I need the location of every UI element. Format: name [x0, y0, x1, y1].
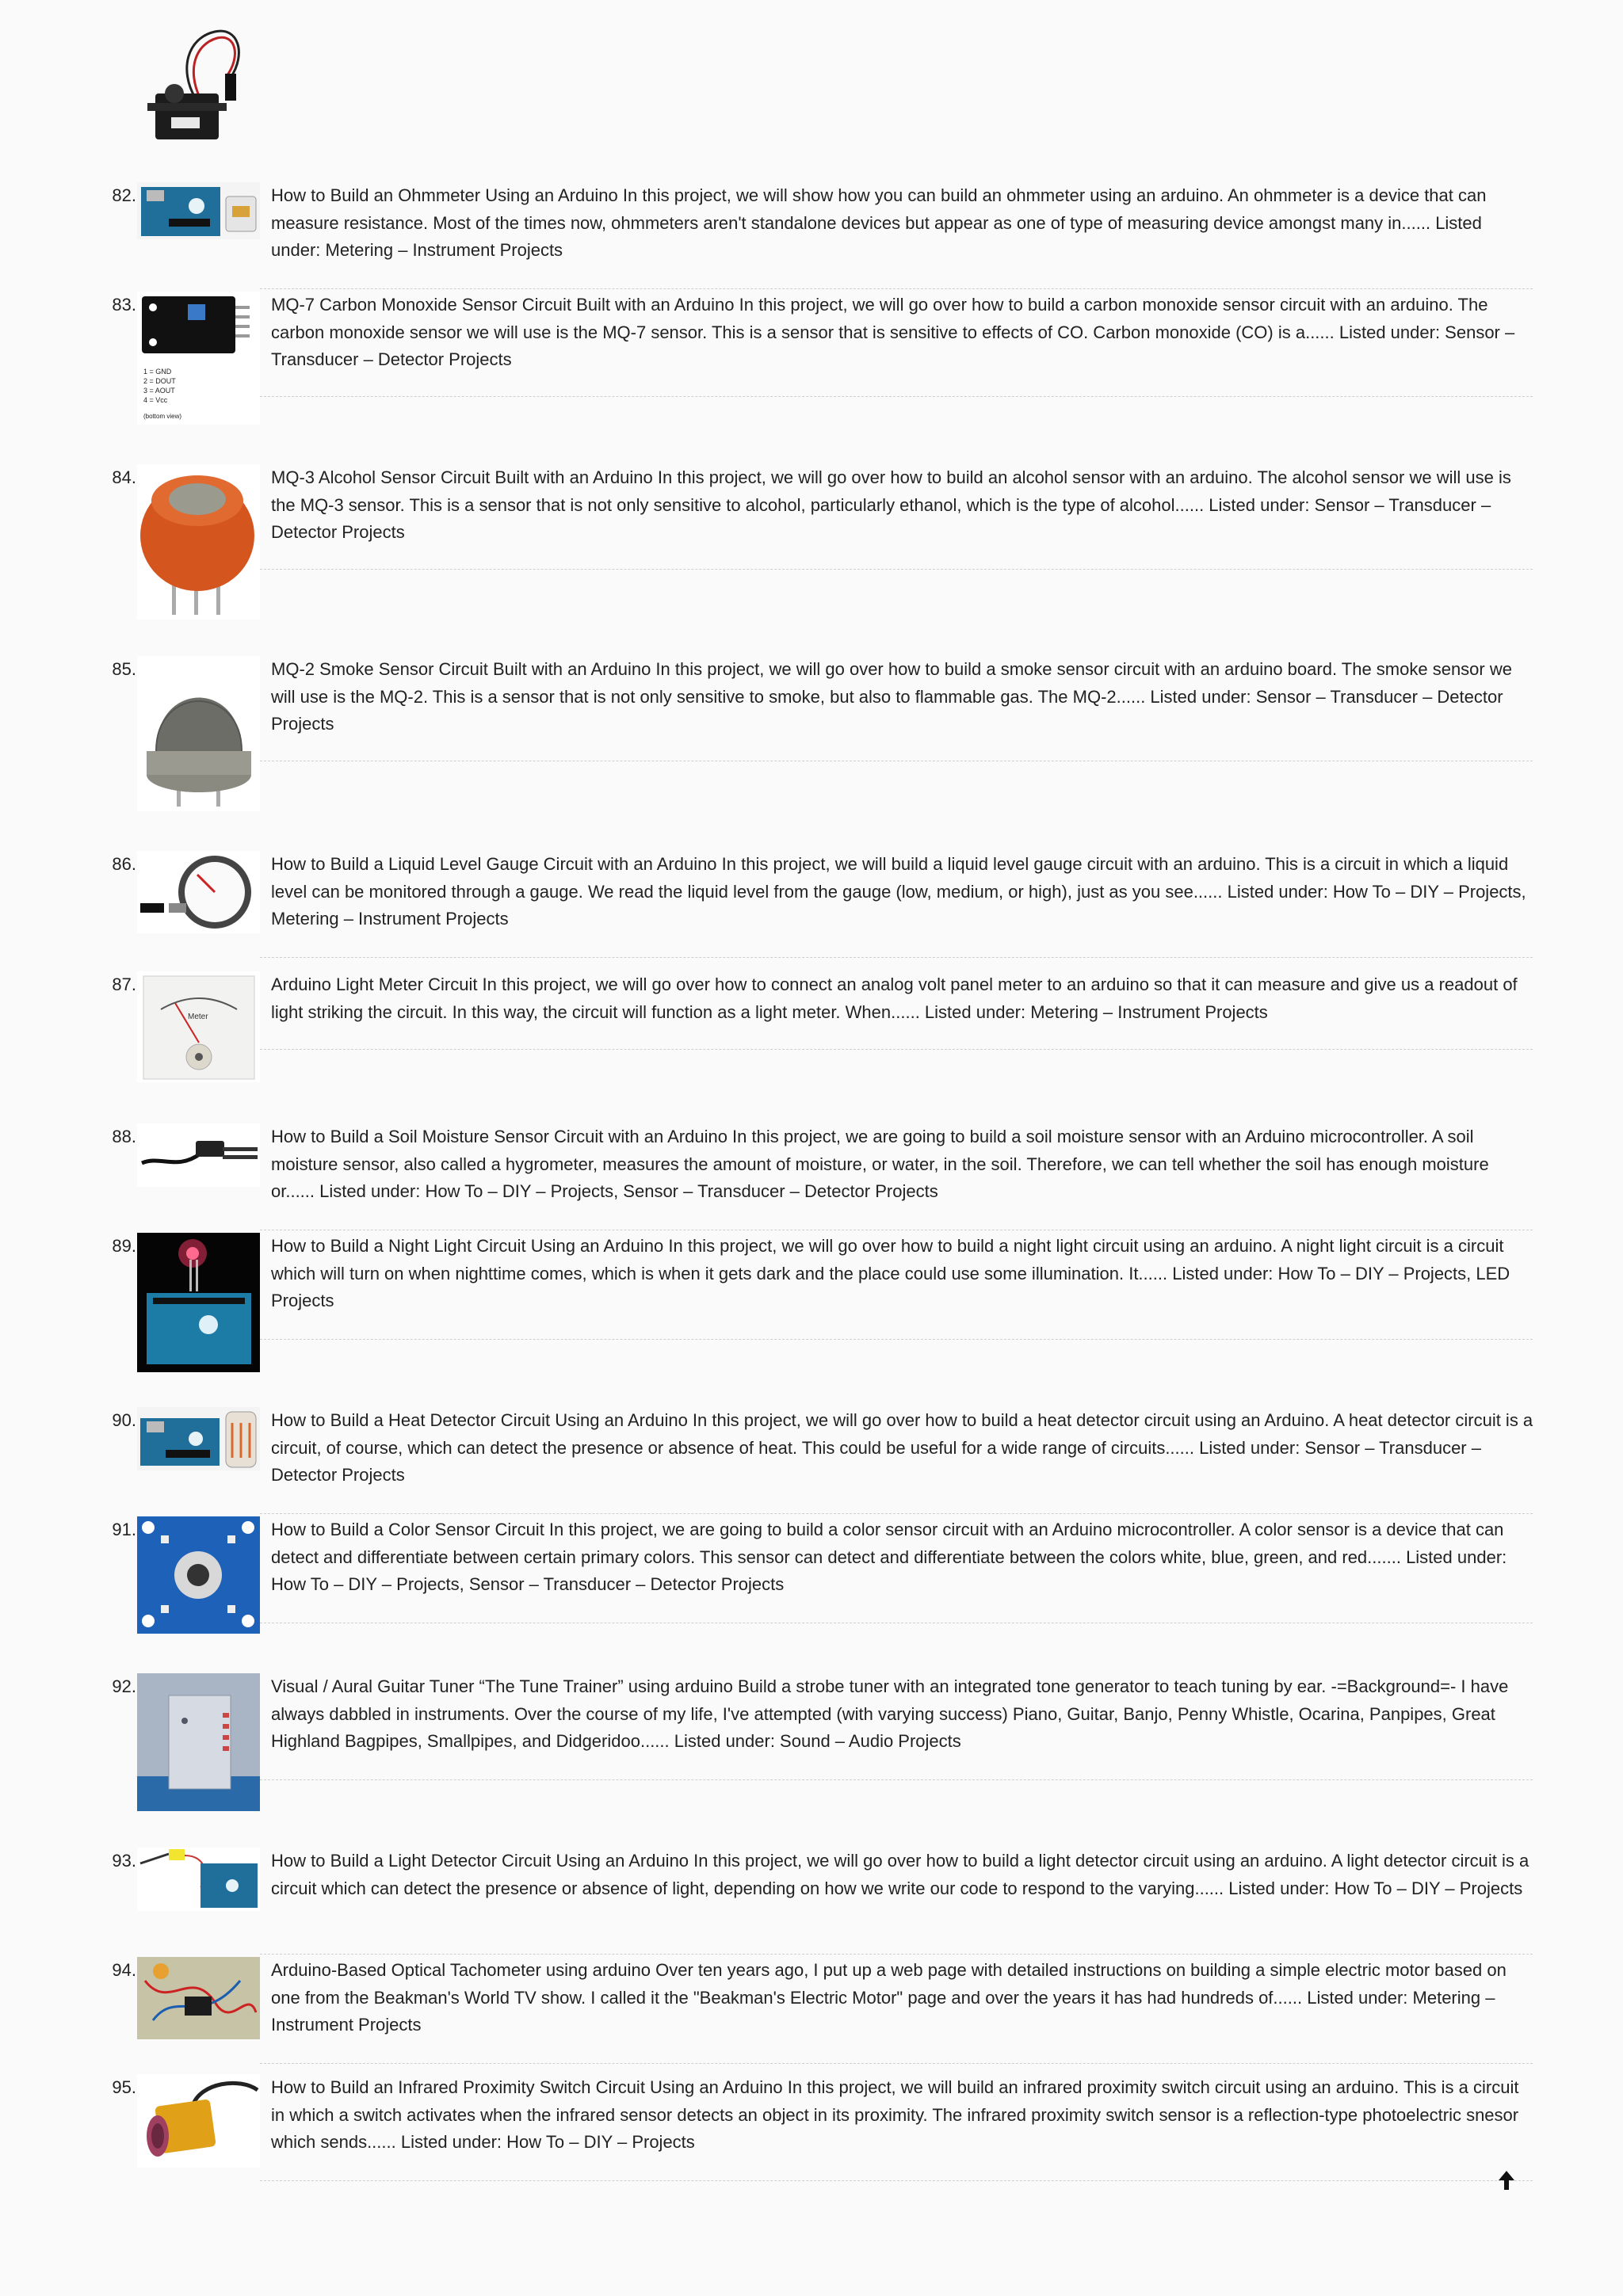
item-number: 83.	[112, 295, 136, 315]
item-description[interactable]: How to Build a Heat Detector Circuit Using an Arduino In this project, we will go over how to build a heat detector circuit using an Arduino. A heat detector circuit is a circuit, of course, which can detect the presence or absence of heat. This could be useful for a wide range of circuits...... Listed under: Sensor – Transducer – Detector Projects	[271, 1410, 1533, 1485]
item-divider	[260, 288, 1533, 289]
item-number: 94.	[112, 1960, 136, 1980]
heat-detector-icon	[137, 1407, 260, 1470]
item-thumbnail[interactable]	[137, 464, 260, 620]
item-divider	[260, 1779, 1533, 1780]
item-description[interactable]: Arduino Light Meter Circuit In this project, we will go over how to connect an analog volt panel meter to an arduino so that it can measure and give us a readout of light striking the circuit. In this way, the circuit will function as a light meter. When...... Listed under: Metering – Instrument Projects	[271, 974, 1518, 1022]
item-thumbnail[interactable]	[137, 1516, 260, 1634]
item-description[interactable]: How to Build a Color Sensor Circuit In this project, we are going to build a color sensor circuit with an Arduino microcontroller. A color sensor is a device that can detect and differentiate between certain primary colors. This sensor can detect and differentiate between the colors white, blue, green, and red....... Listed under: How To – DIY – Projects, Sensor – Transducer – Detector Projects	[271, 1520, 1507, 1594]
item-description[interactable]: Arduino-Based Optical Tachometer using arduino Over ten years ago, I put up a web page with detailed instructions on building a simple electric motor based on one from the Beakman's World TV show. I called it the "Beakman's Electric Motor" page and over the years it has had hundreds of...... Listed under: Metering – Instrument Projects	[271, 1960, 1507, 2035]
pin-label: 1 = GND	[143, 368, 172, 376]
item-number: 92.	[112, 1676, 136, 1696]
item-thumbnail[interactable]	[137, 1233, 260, 1372]
item-description[interactable]: MQ-7 Carbon Monoxide Sensor Circuit Built with an Arduino In this project, we will go over how to build a carbon monoxide sensor circuit with an arduino. The carbon monoxide sensor we will use is the MQ-7 sensor. This is a sensor that is sensitive to effects of CO. Carbon monoxide (CO) is a...... Listed under: Sensor – Transducer – Detector Projects	[271, 295, 1515, 369]
item-divider	[260, 957, 1533, 958]
item-description[interactable]: Visual / Aural Guitar Tuner “The Tune Trainer” using arduino Build a strobe tuner with an integrated tone generator to teach tuning by ear. -=Background=- I have always dabbled in instruments. Over the course of my life, I've attempted (with varying success) Piano, Guitar, Banjo, Penny Whistle, Ocarina, Panpipes, Great Highland Bagpipes, Smallpipes, and Didgeridoo...... Listed under: Sound – Audio Projects	[271, 1676, 1509, 1751]
liquid-level-gauge-icon	[137, 851, 260, 933]
pin-label: (bottom view)	[143, 413, 182, 420]
item-divider	[260, 396, 1533, 397]
item-number: 95.	[112, 2077, 136, 2097]
item-description[interactable]: How to Build a Night Light Circuit Using an Arduino In this project, we will go over how to build a night light circuit using an arduino. A night light circuit is a circuit which will turn on when nighttime comes, which is when it gets dark and the place could use some illumination. It...... Listed under: How To – DIY – Projects, LED Projects	[271, 1236, 1510, 1310]
item-thumbnail[interactable]	[137, 1407, 260, 1470]
item-divider	[260, 2063, 1533, 2064]
light-detector-icon	[137, 1848, 260, 1911]
meter-label: Meter	[188, 1013, 208, 1021]
item-description[interactable]: How to Build a Soil Moisture Sensor Circuit with an Arduino In this project, we are going to build a soil moisture sensor with an Arduino microcontroller. A soil moisture sensor, also called a hygrometer, measures the amount of moisture, or water, in the soil. Therefore, we can tell whether the soil has enough moisture or...... Listed under: How To – DIY – Projects, Sensor – Transducer – Detector Projects	[271, 1127, 1489, 1201]
pin-label: 4 = Vcc	[143, 396, 168, 404]
item-thumbnail[interactable]	[137, 2074, 260, 2168]
arduino-ohmmeter-icon	[137, 182, 260, 239]
item-number: 86.	[112, 854, 136, 874]
item-thumbnail[interactable]	[137, 1957, 260, 2039]
item-number: 93.	[112, 1851, 136, 1871]
item-number: 87.	[112, 974, 136, 994]
soil-moisture-probe-icon	[137, 1123, 260, 1187]
night-light-arduino-icon	[137, 1233, 260, 1372]
item-description[interactable]: How to Build a Liquid Level Gauge Circuit with an Arduino In this project, we will build a liquid level gauge circuit with an arduino. This is a circuit in which a liquid level can be monitored through a gauge. We read the liquid level from the gauge (low, medium, or high), just as you see...... Listed under: How To – DIY – Projects, Metering – Instrument Projects	[271, 854, 1526, 929]
item-thumbnail[interactable]	[137, 656, 260, 811]
analog-panel-meter-icon	[137, 971, 260, 1082]
optical-tachometer-icon	[137, 1957, 260, 2039]
item-thumbnail[interactable]	[137, 182, 260, 239]
item-divider	[260, 2180, 1533, 2181]
item-number: 85.	[112, 659, 136, 679]
item-description[interactable]: MQ-3 Alcohol Sensor Circuit Built with an Arduino In this project, we will go over how to build an alcohol sensor with an arduino. The alcohol sensor we will use is the MQ-3 sensor. This is a sensor that is not only sensitive to alcohol, particularly ethanol, which is the type of alcohol...... Listed under: Sensor – Transducer – Detector Projects	[271, 467, 1511, 542]
item-thumbnail[interactable]	[137, 971, 260, 1082]
item-thumbnail[interactable]	[137, 1123, 260, 1187]
item-number: 88.	[112, 1127, 136, 1146]
item-description[interactable]: How to Build a Light Detector Circuit Using an Arduino In this project, we will go over how to build a light detector circuit using an arduino. A light detector circuit is a circuit which can detect the presence or absence of light, depending on how we write our code to respond to the varying...... Listed under: How To – DIY – Projects	[271, 1851, 1529, 1898]
item-number: 84.	[112, 467, 136, 487]
item-description[interactable]: How to Build an Ohmmeter Using an Arduino In this project, we will show how you can build an ohmmeter using an arduino. An ohmmeter is a device that can measure resistance. Most of the times now, ohmmeters aren't standalone devices but appear as one of type of measuring device amongst many in...... Listed under: Metering – Instrument Projects	[271, 185, 1487, 260]
item-divider	[260, 1049, 1533, 1050]
item-divider	[260, 569, 1533, 570]
color-sensor-board-icon	[137, 1516, 260, 1634]
infrared-proximity-sensor-icon	[137, 2074, 260, 2168]
item-thumbnail[interactable]	[137, 1848, 260, 1911]
item-number: 91.	[112, 1520, 136, 1539]
pin-label: 3 = AOUT	[143, 387, 175, 395]
item-number: 90.	[112, 1410, 136, 1430]
item-number: 89.	[112, 1236, 136, 1256]
guitar-tuner-box-icon	[137, 1673, 260, 1811]
item-number: 82.	[112, 185, 136, 205]
mq2-sensor-icon	[137, 656, 260, 811]
arrow-up-icon	[1497, 2169, 1516, 2191]
item-divider	[260, 1954, 1533, 1955]
mq7-sensor-board-icon	[137, 292, 260, 425]
item-thumbnail[interactable]	[137, 1673, 260, 1811]
item-thumbnail[interactable]	[137, 851, 260, 933]
scroll-to-top-button[interactable]	[1492, 2166, 1521, 2195]
servo-motor-icon	[147, 22, 247, 147]
item-description[interactable]: MQ-2 Smoke Sensor Circuit Built with an Arduino In this project, we will go over how to build a smoke sensor circuit with an arduino board. The smoke sensor we will use is the MQ-2. This is a sensor that is not only sensitive to smoke, but also to flammable gas. The MQ-2...... Listed under: Sensor – Transducer – Detector Projects	[271, 659, 1512, 734]
item-description[interactable]: How to Build an Infrared Proximity Switch Circuit Using an Arduino In this project, we will build an infrared proximity switch circuit using an arduino. This is a circuit in which a switch activates when the infrared sensor detects an object in its proximity. The infrared proximity switch sensor is a reflection-type photoelectric snesor which sends...... Listed under: How To – DIY – Projects	[271, 2077, 1519, 2152]
item-divider	[260, 1339, 1533, 1340]
item-divider	[260, 1513, 1533, 1514]
item-thumbnail[interactable]	[137, 292, 260, 425]
mq3-sensor-icon	[137, 464, 260, 620]
servo-thumbnail[interactable]	[147, 22, 247, 147]
pin-label: 2 = DOUT	[143, 377, 176, 385]
